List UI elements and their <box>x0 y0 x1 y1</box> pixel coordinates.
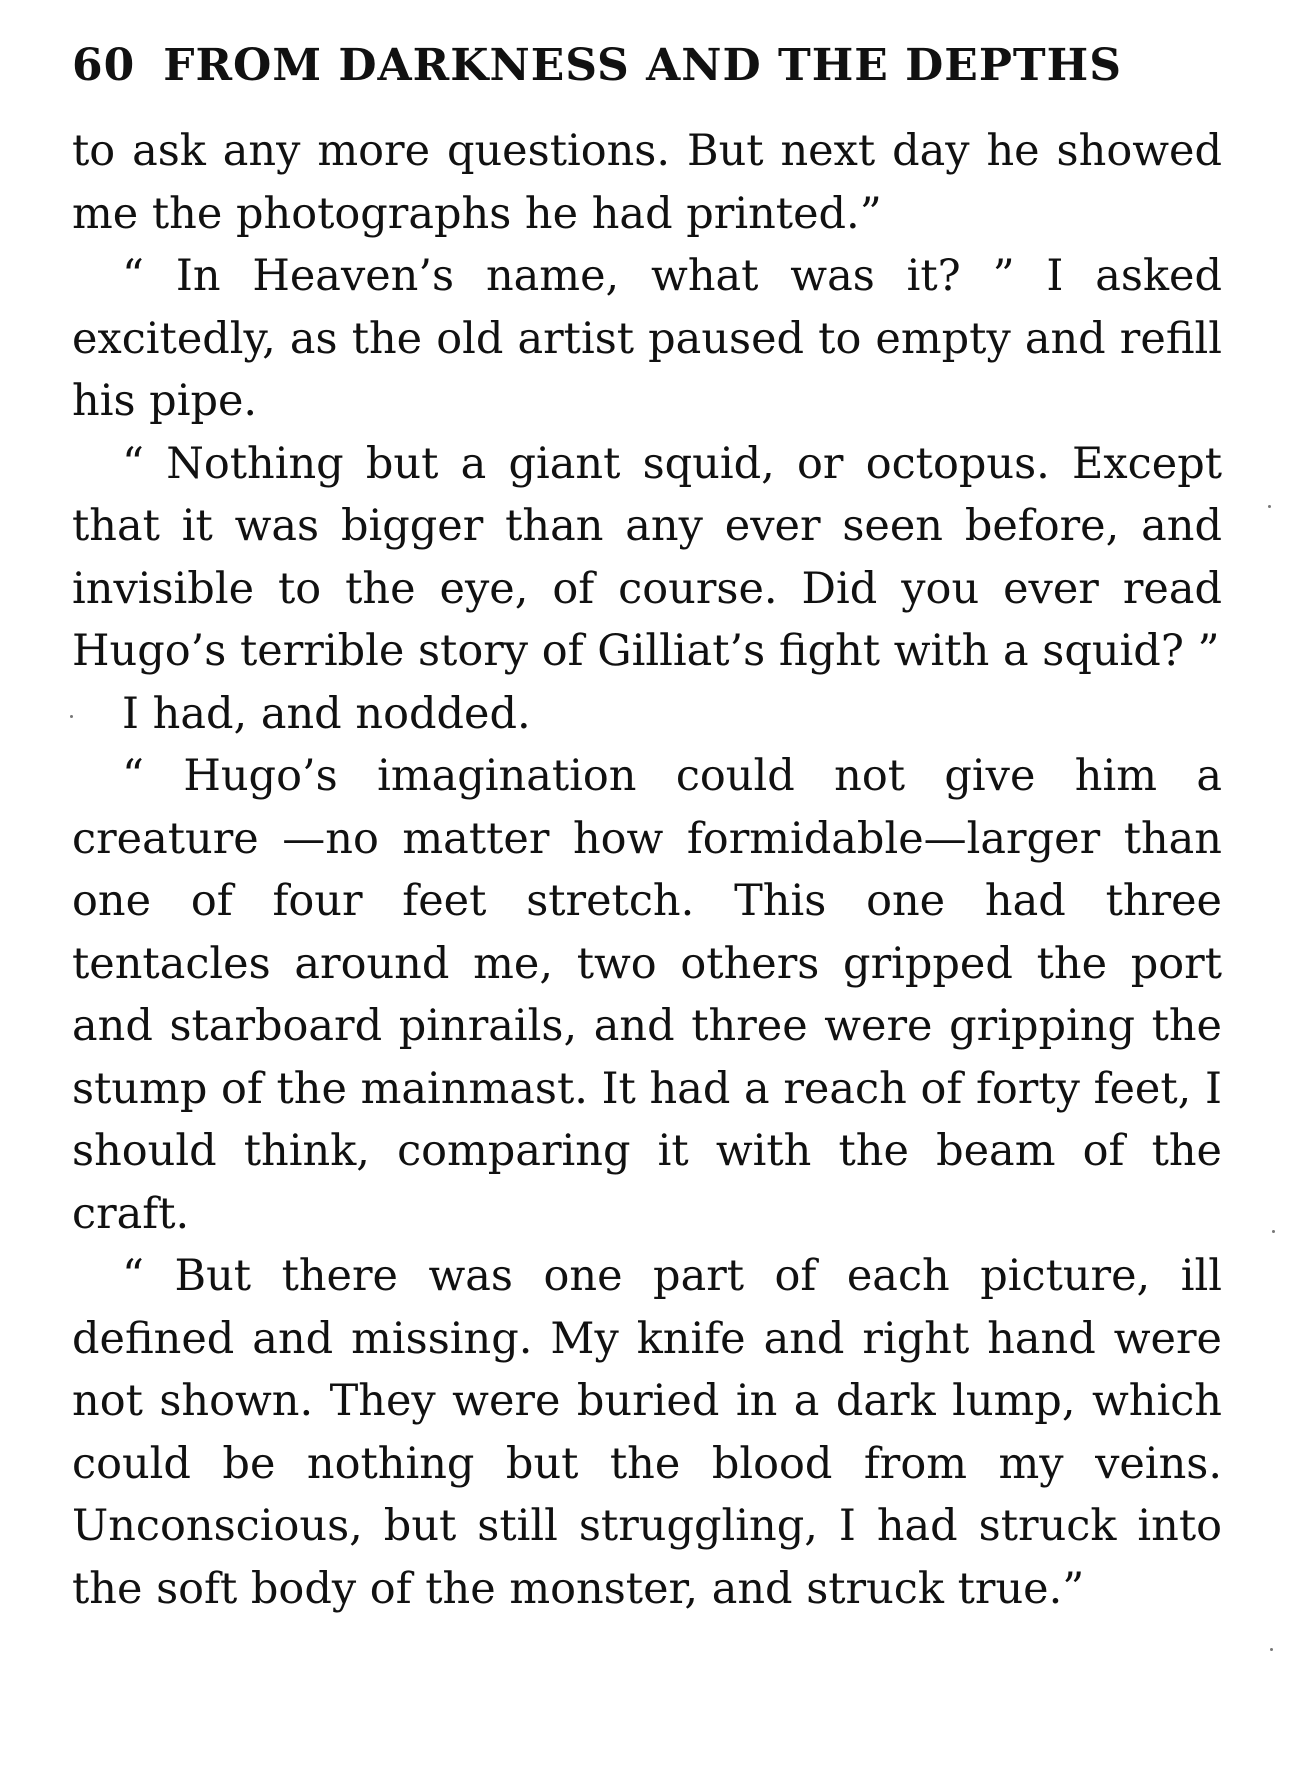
scan-speck <box>1272 1230 1275 1233</box>
paragraph: to ask any more questions. But next day he showed me the photographs he had printed.” <box>72 126 1222 239</box>
paragraph: “ But there was one part of each picture, ill defined and missing. My knife and right hand were not shown. They were buried in a dark lump, which could be nothing but the blood from my veins. Unconscious, but still struggling, I had struck into the soft body of the monster, and struck true.” <box>72 1251 1222 1614</box>
running-title: FROM DARKNESS AND THE DEPTHS <box>163 40 1123 91</box>
scan-speck <box>1268 505 1271 508</box>
paragraph: “ Hugo’s imagination could not give him a creature —no matter how formidable—larger than one of four feet stretch. This one had three tentacles around me, two others gripped the port and starboard pinrails, and three were gripping the stump of the mainmast. It had a reach of forty feet, I should think, comparing it with the beam of the craft. <box>72 751 1222 1239</box>
body-text <box>72 120 1222 1620</box>
page-number: 60 <box>72 40 136 91</box>
scan-speck <box>1270 1648 1273 1651</box>
paragraph: “ Nothing but a giant squid, or octopus. Except that it was bigger than any ever seen before, and invisible to the eye, of course. Did you ever read Hugo’s terrible story of Gilliat’s fight with a squid? ” <box>72 438 1222 676</box>
paragraph: “ In Heaven’s name, what was it? ” I asked excitedly, as the old artist paused to empty and refill his pipe. <box>72 251 1222 426</box>
paragraph: I had, and nodded. <box>122 688 531 739</box>
scan-speck <box>70 715 73 718</box>
page-header <box>72 40 1222 110</box>
